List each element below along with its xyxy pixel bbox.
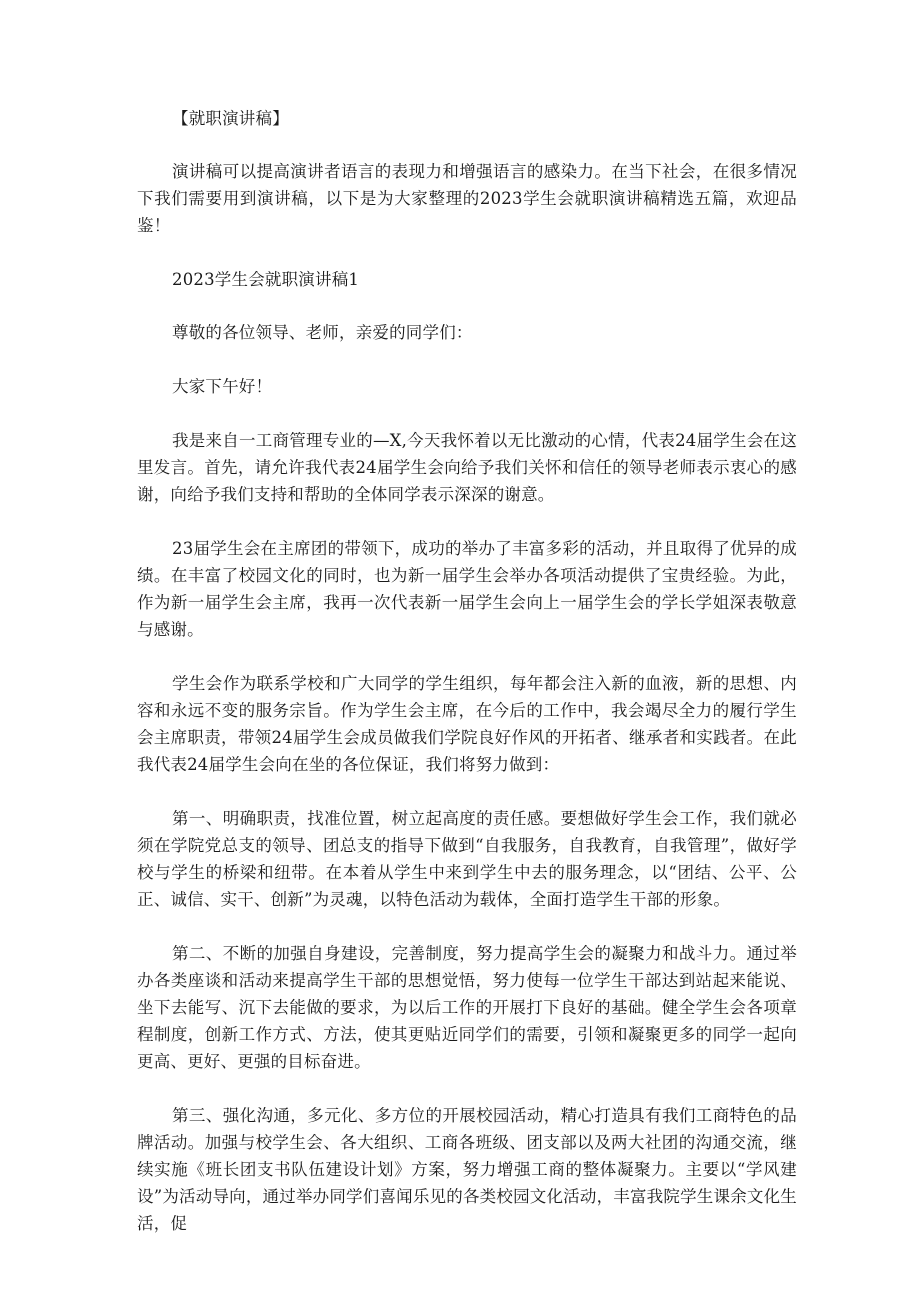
document-body — [137, 105, 797, 1264]
body-paragraph: 23届学生会在主席团的带领下，成功的举办了丰富多彩的活动，并且取得了优异的成绩。在丰富了校园文化的同时，也为新一届学生会举办各项活动提供了宝贵经验。为此，作为新一届学生会主席，我再一次代表新一届学生会向上一届学生会的学长学姐深表敬意与感谢。 — [137, 539, 797, 639]
body-paragraph: 第三、强化沟通，多元化、多方位的开展校园活动，精心打造具有我们工商特色的品牌活动。加强与校学生会、各大组织、工商各班级、团支部以及两大社团的沟通交流，继续实施《班长团支书队伍建设计划》方案，努力增强工商的整体凝聚力。主要以“学风建设”为活动导向，通过举办同学们喜闻乐见的各类校园文化活动，丰富我院学生课余文化生活，促 — [137, 1106, 797, 1233]
salutation: 尊敬的各位领导、老师，亲爱的同学们： — [172, 323, 473, 342]
document-heading: 【就职演讲稿】 — [172, 109, 289, 128]
intro-paragraph: 演讲稿可以提高演讲者语言的表现力和增强语言的感染力。在当下社会，在很多情况下我们需要用到演讲稿，以下是为大家整理的2023学生会就职演讲稿精选五篇，欢迎品鉴！ — [137, 162, 797, 235]
body-paragraph: 我是来自一工商管理专业的—X,今天我怀着以无比激动的心情，代表24届学生会在这里发言。首先，请允许我代表24届学生会向给予我们关怀和信任的领导老师表示衷心的感谢，向给予我们支持和帮助的全体同学表示深深的谢意。 — [137, 431, 797, 504]
body-paragraph: 第二、不断的加强自身建设，完善制度，努力提高学生会的凝聚力和战斗力。通过举办各类座谈和活动来提高学生干部的思想觉悟，努力使每一位学生干部达到站起来能说、坐下去能写、沉下去能做的要求，为以后工作的开展打下良好的基础。健全学生会各项章程制度，创新工作方式、方法，使其更贴近同学们的需要，引领和凝聚更多的同学一起向更高、更好、更强的目标奋进。 — [137, 944, 797, 1071]
body-paragraph: 第一、明确职责，找准位置，树立起高度的责任感。要想做好学生会工作，我们就必须在学院党总支的领导、团总支的指导下做到“自我服务，自我教育，自我管理”，做好学校与学生的桥梁和纽带。在本着从学生中来到学生中去的服务理念，以“团结、公平、公正、诚信、实干、创新”为灵魂，以特色活动为载体，全面打造学生干部的形象。 — [137, 809, 797, 909]
speech-title: 2023学生会就职演讲稿1 — [172, 270, 360, 289]
greeting: 大家下午好！ — [172, 377, 273, 396]
body-paragraph: 学生会作为联系学校和广大同学的学生组织，每年都会注入新的血液，新的思想、内容和永远不变的服务宗旨。作为学生会主席，在今后的工作中，我会竭尽全力的履行学生会主席职责，带领24届学生会成员做我们学院良好作风的开拓者、继承者和实践者。在此我代表24届学生会向在坐的各位保证，我们将努力做到： — [137, 674, 797, 774]
